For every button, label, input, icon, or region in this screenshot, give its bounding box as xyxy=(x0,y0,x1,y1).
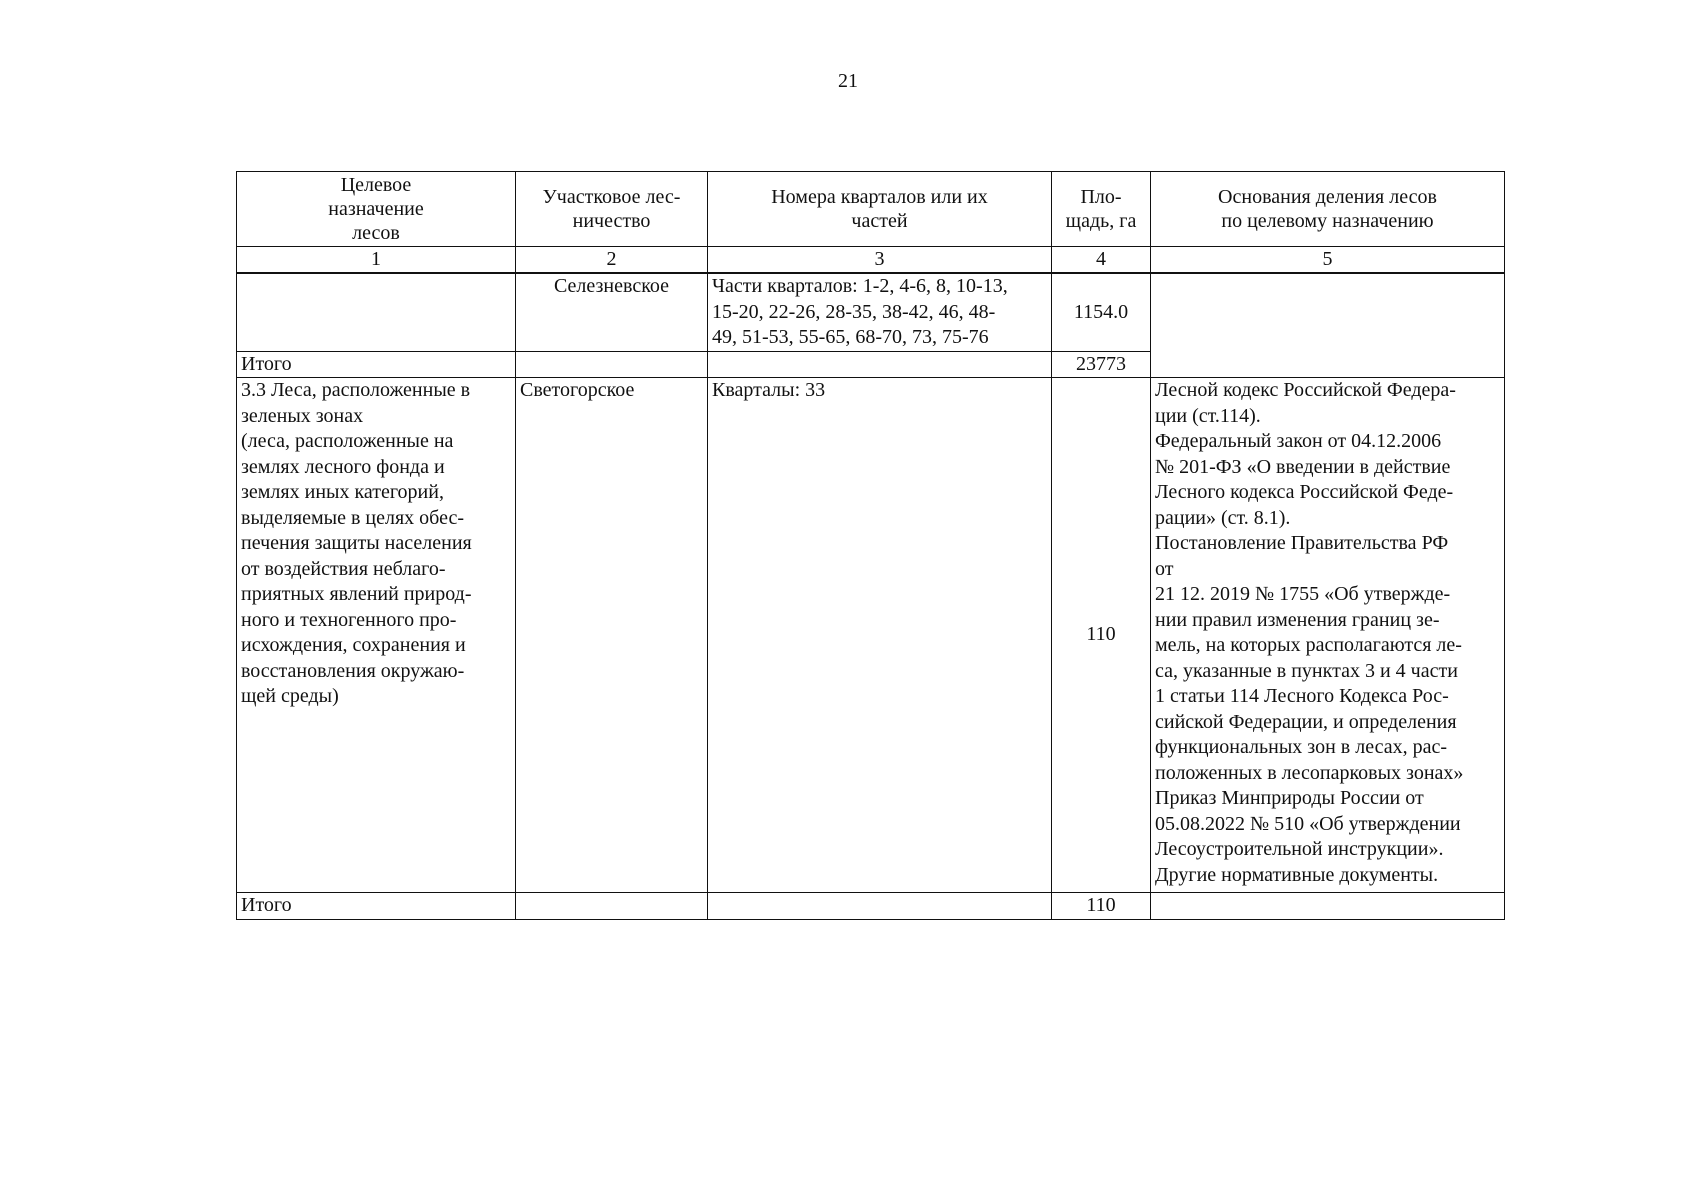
empty-cell xyxy=(1151,893,1505,920)
area-cell: 110 xyxy=(1052,378,1151,893)
header-quarters: Номера кварталов или их частей xyxy=(708,172,1052,247)
empty-cell xyxy=(516,893,708,920)
area-cell: 1154.0 xyxy=(1052,273,1151,351)
purpose-cell: 3.3 Леса, расположенные в зеленых зонах (леса, расположенные на землях лесного фонда и землях иных категорий, выделяемые в целях обес- печения защиты населения от воздействия неблаго- приятных явлений природ- ного и техногенного про- исхождения, сохранения и восстановления окружаю- щей среды) xyxy=(237,378,516,893)
total-area: 110 xyxy=(1052,893,1151,920)
column-number: 4 xyxy=(1052,247,1151,274)
purpose-cell xyxy=(237,273,516,351)
table-row xyxy=(237,378,1505,893)
forest-purpose-table xyxy=(236,171,1505,920)
column-number: 5 xyxy=(1151,247,1505,274)
header-forestry: Участковое лес- ничество xyxy=(516,172,708,247)
forestry-cell: Светогорское xyxy=(516,378,708,893)
header-purpose: Целевое назначение лесов xyxy=(237,172,516,247)
total-label: Итого xyxy=(237,893,516,920)
empty-cell xyxy=(516,351,708,378)
table-header-row xyxy=(237,172,1505,247)
total-label: Итого xyxy=(237,351,516,378)
column-number: 2 xyxy=(516,247,708,274)
quarters-cell: Кварталы: 33 xyxy=(708,378,1052,893)
total-row xyxy=(237,893,1505,920)
table-row xyxy=(237,273,1505,351)
header-basis: Основания деления лесов по целевому назначению xyxy=(1151,172,1505,247)
column-number-row xyxy=(237,247,1505,274)
total-area: 23773 xyxy=(1052,351,1151,378)
header-area: Пло- щадь, га xyxy=(1052,172,1151,247)
empty-cell xyxy=(708,351,1052,378)
quarters-cell: Части кварталов: 1-2, 4-6, 8, 10-13, 15-20, 22-26, 28-35, 38-42, 46, 48- 49, 51-53, 55-65, 68-70, 73, 75-76 xyxy=(708,273,1052,351)
forestry-cell: Селезневское xyxy=(516,273,708,351)
column-number: 3 xyxy=(708,247,1052,274)
page-number: 21 xyxy=(838,70,858,92)
empty-cell xyxy=(708,893,1052,920)
column-number: 1 xyxy=(237,247,516,274)
basis-cell: Лесной кодекс Российской Федера- ции (ст.114). Федеральный закон от 04.12.2006 № 201-ФЗ «О введении в действие Лесного кодекса Российской Феде- рации» (ст. 8.1). Постановление Правительства РФ от 21 12. 2019 № 1755 «Об утвержде- нии правил изменения границ зе- мель, на которых располагаются ле- са, указанные в пунктах 3 и 4 части 1 статьи 114 Лесного Кодекса Рос- сийской Федерации, и определения функциональных зон в лесах, рас- положенных в лесопарковых зонах» Приказ Минприроды России от 05.08.2022 № 510 «Об утверждении Лесоустроительной инструкции». Другие нормативные документы. xyxy=(1151,378,1505,893)
basis-cell xyxy=(1151,273,1505,378)
